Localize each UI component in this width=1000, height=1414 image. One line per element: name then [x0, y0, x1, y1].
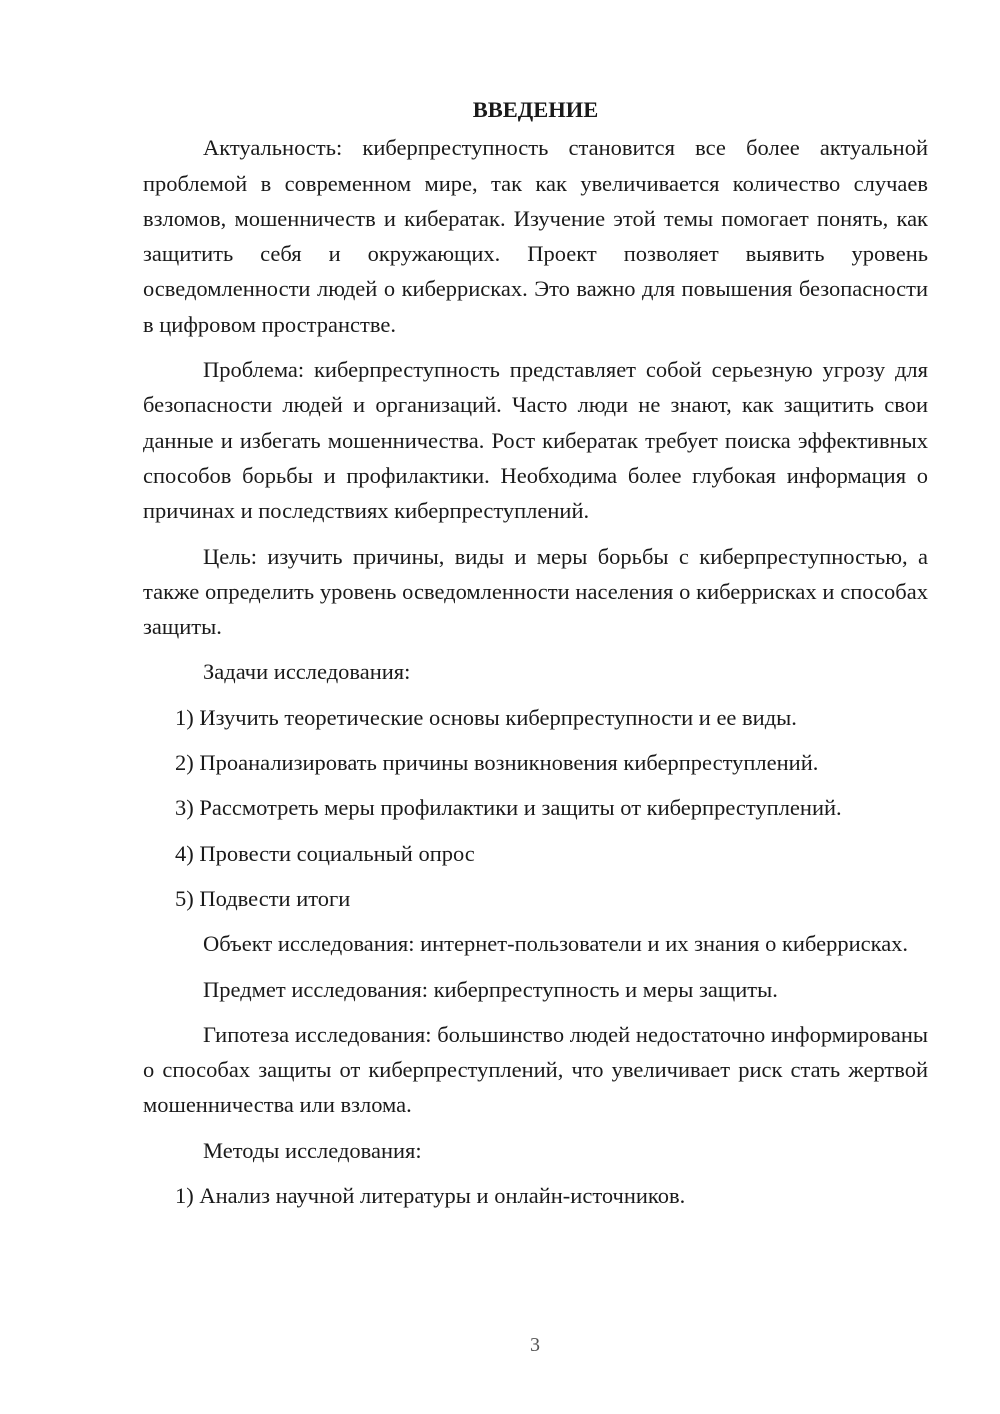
relevance-paragraph: Актуальность: киберпреступность становится все более актуальной проблемой в современном мире, так как увеличивается количество случаев взломов, мошенничеств и кибератак. Изучение этой темы помогает понять, как защитить себя и окружающих. Проект позволяет выявить уровень осведомленности людей о киберрисках. Это важно для повышения безопасности в цифровом пространстве. [143, 135, 928, 337]
list-item: 5) Подвести итоги [175, 885, 351, 911]
methods-list [143, 1178, 928, 1213]
hypothesis-paragraph: Гипотеза исследования: большинство людей недостаточно информированы о способах защиты от киберпреступлений, что увеличивает риск стать жертвой мошенничества или взлома. [143, 1021, 928, 1118]
tasks-list [143, 700, 928, 916]
list-item: 1) Анализ научной литературы и онлайн-источников. [175, 1183, 686, 1209]
methods-heading: Методы исследования: [203, 1137, 422, 1163]
list-item: 4) Провести социальный опрос [175, 840, 475, 866]
problem-paragraph: Проблема: киберпреступность представляет собой серьезную угрозу для безопасности людей и организаций. Часто люди не знают, как защитить свои данные и избегать мошенничества. Рост кибератак требует поиска эффективных способов борьбы и профилактики. Необходима более глубокая информация о причинах и последствиях киберпреступлений. [143, 357, 928, 524]
page-number: 3 [530, 1334, 540, 1356]
subject-paragraph: Предмет исследования: киберпреступность и меры защиты. [203, 976, 778, 1002]
object-paragraph: Объект исследования: интернет-пользователи и их знания о киберрисках. [203, 931, 909, 957]
page-title: ВВЕДЕНИЕ [472, 97, 599, 122]
goal-paragraph: Цель: изучить причины, виды и меры борьбы с киберпреступностью, а также определить уровень осведомленности населения о киберрисках и способах защиты. [143, 543, 928, 640]
tasks-heading: Задачи исследования: [203, 659, 411, 685]
list-item: 1) Изучить теоретические основы киберпреступности и ее виды. [175, 704, 797, 730]
list-item: 3) Рассмотреть меры профилактики и защиты от киберпреступлений. [175, 795, 842, 821]
list-item: 2) Проанализировать причины возникновения киберпреступлений. [175, 750, 819, 776]
document-page [143, 92, 928, 1223]
